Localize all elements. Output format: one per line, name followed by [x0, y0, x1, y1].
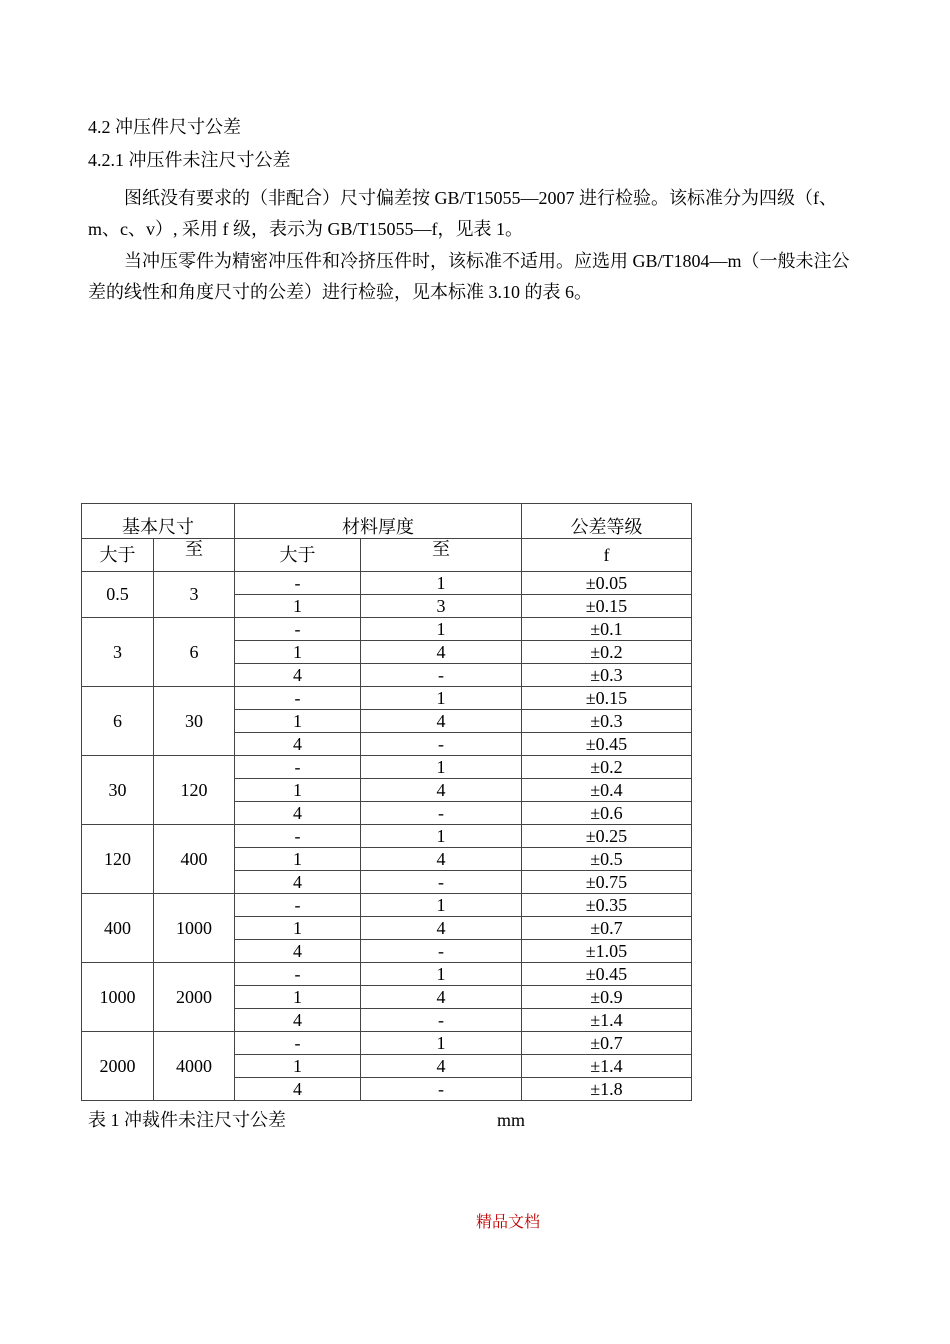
header-size-over: 大于	[82, 539, 154, 572]
table-row	[82, 756, 692, 779]
paragraph-standard: 图纸没有要求的（非配合）尺寸偏差按 GB/T15055—2007 进行检验。该标准分为四级（f、m、c、v）, 采用 f 级，表示为 GB/T15055—f，见表 1。	[88, 188, 837, 239]
table-caption: 表 1 冲裁件未注尺寸公差	[88, 1110, 286, 1130]
thickness-over-cell: 1	[235, 779, 361, 802]
tolerance-cell: ±0.9	[522, 986, 692, 1009]
tolerance-cell: ±0.2	[522, 756, 692, 779]
header-grade: 公差等级	[522, 504, 692, 539]
thickness-upto-cell: 4	[361, 986, 522, 1009]
thickness-over-cell: 1	[235, 848, 361, 871]
thickness-upto-cell: 1	[361, 963, 522, 986]
header-thickness: 材料厚度	[235, 504, 522, 539]
tolerance-cell: ±0.15	[522, 687, 692, 710]
thickness-over-cell: -	[235, 618, 361, 641]
thickness-over-cell: -	[235, 894, 361, 917]
tolerance-cell: ±0.2	[522, 641, 692, 664]
tolerance-cell: ±0.25	[522, 825, 692, 848]
tolerance-cell: ±0.4	[522, 779, 692, 802]
thickness-over-cell: 1	[235, 595, 361, 618]
tolerance-cell: ±0.5	[522, 848, 692, 871]
thickness-over-cell: -	[235, 687, 361, 710]
table-body	[82, 572, 692, 1101]
tolerance-cell: ±0.6	[522, 802, 692, 825]
table-row	[82, 825, 692, 848]
size-upto-cell: 120	[154, 756, 235, 825]
size-over-cell: 1000	[82, 963, 154, 1032]
table-row	[82, 572, 692, 595]
thickness-upto-cell: -	[361, 871, 522, 894]
thickness-over-cell: -	[235, 756, 361, 779]
thickness-over-cell: 4	[235, 802, 361, 825]
header-size-upto: 至	[154, 539, 235, 572]
size-upto-cell: 1000	[154, 894, 235, 963]
header-thickness-upto: 至	[361, 539, 522, 572]
thickness-over-cell: 4	[235, 871, 361, 894]
size-over-cell: 6	[82, 687, 154, 756]
thickness-upto-cell: -	[361, 733, 522, 756]
table-row	[82, 618, 692, 641]
size-upto-cell: 6	[154, 618, 235, 687]
tolerance-cell: ±1.8	[522, 1078, 692, 1101]
header-thickness-over: 大于	[235, 539, 361, 572]
subsection-heading: 4.2.1 冲压件未注尺寸公差	[88, 150, 291, 170]
table-unit: mm	[497, 1110, 526, 1130]
tolerance-cell: ±0.75	[522, 871, 692, 894]
thickness-upto-cell: 1	[361, 1032, 522, 1055]
thickness-upto-cell: -	[361, 1009, 522, 1032]
size-over-cell: 0.5	[82, 572, 154, 618]
tolerance-cell: ±1.4	[522, 1009, 692, 1032]
size-upto-cell: 30	[154, 687, 235, 756]
tolerance-cell: ±1.05	[522, 940, 692, 963]
header-basic-size: 基本尺寸	[82, 504, 235, 539]
tolerance-cell: ±0.3	[522, 664, 692, 687]
size-over-cell: 30	[82, 756, 154, 825]
header-grade-f: f	[522, 539, 692, 572]
thickness-over-cell: 4	[235, 1009, 361, 1032]
thickness-upto-cell: 4	[361, 641, 522, 664]
table-row	[82, 687, 692, 710]
thickness-upto-cell: 1	[361, 894, 522, 917]
thickness-upto-cell: 4	[361, 779, 522, 802]
tolerance-cell: ±0.1	[522, 618, 692, 641]
section-heading: 4.2 冲压件尺寸公差	[88, 117, 241, 137]
table-row	[82, 963, 692, 986]
size-upto-cell: 2000	[154, 963, 235, 1032]
thickness-upto-cell: 4	[361, 917, 522, 940]
thickness-over-cell: -	[235, 963, 361, 986]
thickness-over-cell: -	[235, 1032, 361, 1055]
thickness-upto-cell: -	[361, 664, 522, 687]
thickness-over-cell: 1	[235, 986, 361, 1009]
footer-watermark: 精品文档	[475, 1214, 540, 1231]
tolerance-cell: ±0.7	[522, 1032, 692, 1055]
tolerance-cell: ±0.35	[522, 894, 692, 917]
thickness-over-cell: 1	[235, 917, 361, 940]
size-over-cell: 400	[82, 894, 154, 963]
size-over-cell: 120	[82, 825, 154, 894]
size-upto-cell: 3	[154, 572, 235, 618]
size-over-cell: 3	[82, 618, 154, 687]
tolerance-cell: ±0.45	[522, 963, 692, 986]
tolerance-table	[81, 503, 692, 1101]
thickness-over-cell: -	[235, 825, 361, 848]
thickness-upto-cell: 4	[361, 1055, 522, 1078]
table-row	[82, 1032, 692, 1055]
thickness-upto-cell: -	[361, 1078, 522, 1101]
thickness-upto-cell: 4	[361, 710, 522, 733]
tolerance-cell: ±0.15	[522, 595, 692, 618]
size-upto-cell: 400	[154, 825, 235, 894]
tolerance-cell: ±0.7	[522, 917, 692, 940]
thickness-upto-cell: 3	[361, 595, 522, 618]
tolerance-cell: ±0.05	[522, 572, 692, 595]
thickness-upto-cell: 1	[361, 618, 522, 641]
thickness-over-cell: 4	[235, 733, 361, 756]
thickness-over-cell: 1	[235, 710, 361, 733]
thickness-upto-cell: -	[361, 940, 522, 963]
thickness-upto-cell: 1	[361, 756, 522, 779]
thickness-over-cell: -	[235, 572, 361, 595]
thickness-upto-cell: 4	[361, 848, 522, 871]
thickness-upto-cell: 1	[361, 687, 522, 710]
tolerance-cell: ±0.45	[522, 733, 692, 756]
table-row	[82, 894, 692, 917]
thickness-over-cell: 1	[235, 1055, 361, 1078]
thickness-upto-cell: 1	[361, 572, 522, 595]
thickness-upto-cell: -	[361, 802, 522, 825]
thickness-upto-cell: 1	[361, 825, 522, 848]
thickness-over-cell: 4	[235, 664, 361, 687]
tolerance-cell: ±0.3	[522, 710, 692, 733]
tolerance-cell: ±1.4	[522, 1055, 692, 1078]
size-over-cell: 2000	[82, 1032, 154, 1101]
paragraph-exception: 当冲压零件为精密冲压件和冷挤压件时，该标准不适用。应选用 GB/T1804—m（一般未注公差的线性和角度尺寸的公差）进行检验，见本标准 3.10 的表 6。	[88, 251, 850, 302]
thickness-over-cell: 4	[235, 940, 361, 963]
thickness-over-cell: 4	[235, 1078, 361, 1101]
thickness-over-cell: 1	[235, 641, 361, 664]
size-upto-cell: 4000	[154, 1032, 235, 1101]
